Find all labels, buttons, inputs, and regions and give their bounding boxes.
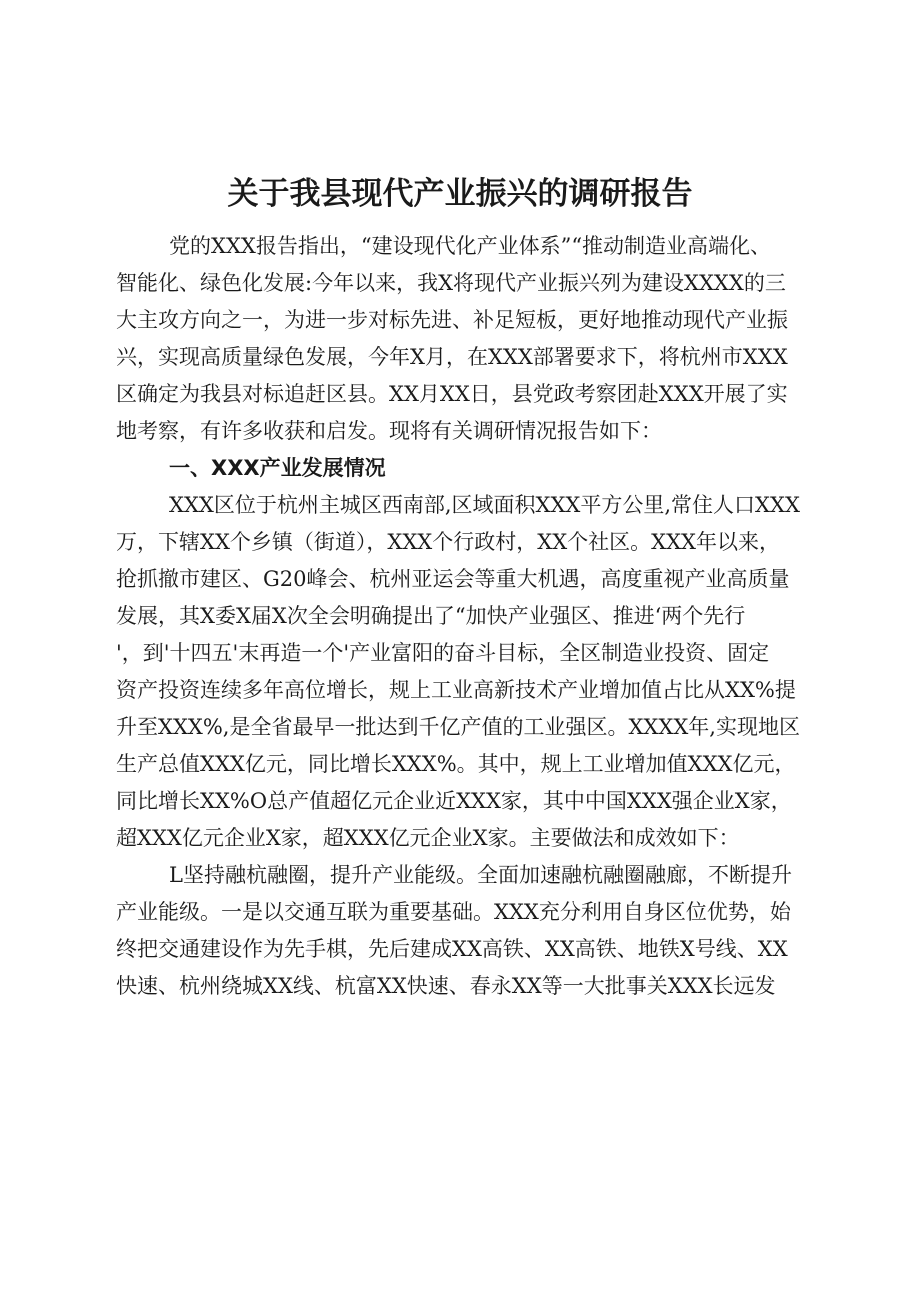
section1-line: 生产总值XXX亿元，同比增长XXX%。其中，规上工业增加值XXX亿元， — [116, 752, 796, 776]
paragraph-line: 终把交通建设作为先手棋，先后建成XX高铁、XX高铁、地铁X号线、XX — [116, 937, 788, 961]
section1-line: XXX区位于杭州主城区西南部,区域面积XXX平方公里,常住人口XXX — [169, 493, 800, 517]
paragraph-line: 快速、杭州绕城XX线、杭富XX快速、春永XX等一大批事关XXX长远发 — [116, 974, 776, 998]
intro-line: 兴，实现高质量绿色发展，今年X月，在XXX部署要求下，将杭州市XXX — [116, 345, 788, 369]
intro-line: 区确定为我县对标追赶区县。XX月XX日，县党政考察团赴XXX开展了实 — [116, 382, 788, 406]
document-title: 关于我县现代产业振兴的调研报告 — [227, 176, 693, 212]
section1-line: 资产投资连续多年高位增长，规上工业高新技术产业增加值占比从XX%提 — [116, 678, 796, 702]
section1-line: 升至XXX%,是全省最早一批达到千亿产值的工业强区。XXXX年,实现地区 — [116, 715, 800, 739]
section1-line: 同比增长XX%O总产值超亿元企业近XXX家，其中中国XXX强企业X家， — [116, 789, 792, 813]
intro-line: 地考察，有许多收获和启发。现将有关调研情况报告如下： — [116, 419, 662, 443]
section1-line: '，到'十四五'末再造一个'产业富阳的奋斗目标，全区制造业投资、固定 — [116, 641, 770, 665]
intro-line: 党的XXX报告指出，“建设现代化产业体系”“推动制造业高端化、 — [169, 234, 772, 258]
section1-line: 发展，其X委X届X次全会明确提出了“加快产业强区、推进‘两个先行 — [116, 604, 746, 628]
paragraph-line: 产业能级。一是以交通互联为重要基础。XXX充分利用自身区位优势，始 — [116, 900, 791, 924]
document-body — [116, 228, 816, 1005]
section-heading: 一、XXX产业发展情况 — [169, 456, 386, 480]
paragraph-line: L坚持融杭融圈，提升产业能级。全面加速融杭融圈融廊，不断提升 — [169, 863, 792, 887]
section1-line: 超XXX亿元企业X家，超XXX亿元企业X家。主要做法和成效如下： — [116, 826, 740, 850]
section1-line: 抢抓撤市建区、G20峰会、杭州亚运会等重大机遇，高度重视产业高质量 — [116, 567, 790, 591]
section1-line: 万，下辖XX个乡镇（街道），XXX个行政村，XX个社区。XXX年以来， — [116, 530, 780, 554]
intro-line: 大主攻方向之一，为进一步对标先进、补足短板，更好地推动现代产业振 — [116, 308, 788, 332]
intro-line: 智能化、绿色化发展:今年以来，我X将现代产业振兴列为建设XXXX的三 — [116, 271, 786, 295]
